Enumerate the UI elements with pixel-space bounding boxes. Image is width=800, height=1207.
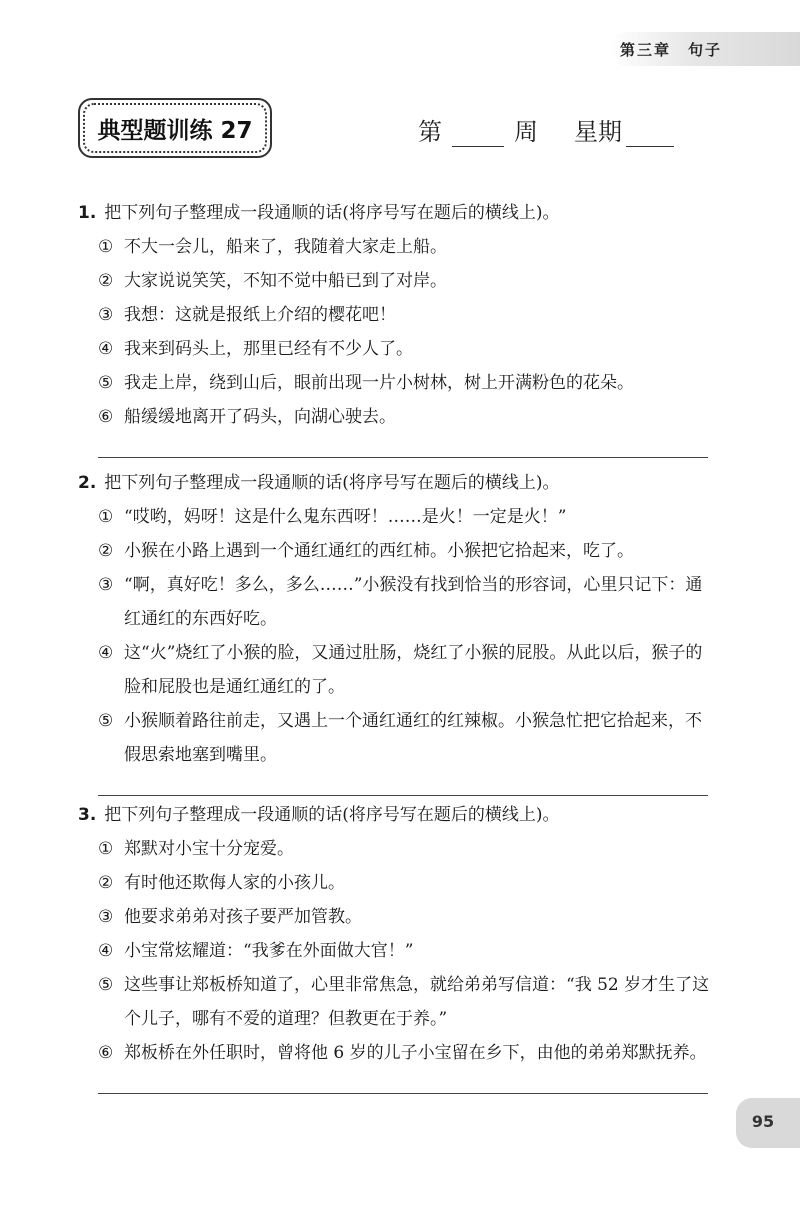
list-item [78, 900, 718, 934]
question-1 [78, 196, 718, 458]
item-text: 小猴顺着路往前走，又遇上一个通红通红的红辣椒。小猴急忙把它拾起来，不假思索地塞到嘴里。 [124, 711, 702, 765]
week-blank[interactable] [452, 122, 504, 147]
item-mark: ② [98, 271, 114, 291]
list-item [78, 568, 718, 636]
item-mark: ④ [98, 643, 114, 663]
item-mark: ⑤ [98, 711, 114, 731]
question-prompt-text: 把下列句子整理成一段通顺的话(将序号写在题后的横线上)。 [104, 805, 560, 825]
list-item [78, 866, 718, 900]
question-number: 3. [78, 805, 97, 825]
answer-line[interactable] [98, 456, 708, 458]
list-item [78, 366, 718, 400]
item-text: 大家说说笑笑，不知不觉中船已到了对岸。 [124, 271, 447, 291]
list-item [78, 230, 718, 264]
question-number: 1. [78, 203, 97, 223]
item-text: 郑默对小宝十分宠爱。 [124, 839, 294, 859]
item-mark: ⑥ [98, 407, 114, 427]
list-item [78, 500, 718, 534]
list-item [78, 332, 718, 366]
list-item [78, 968, 718, 1036]
item-text: 我走上岸，绕到山后，眼前出现一片小树林，树上开满粉色的花朵。 [124, 373, 634, 393]
answer-line[interactable] [98, 794, 708, 796]
exercise-title: 典型题训练 27 [97, 118, 253, 144]
item-mark: ③ [98, 305, 114, 325]
item-text: 我想：这就是报纸上介绍的樱花吧！ [124, 305, 396, 325]
answer-line[interactable] [98, 1092, 708, 1094]
exercise-title-box [78, 98, 272, 158]
list-item [78, 400, 718, 434]
question-2 [78, 466, 718, 796]
question-prompt [78, 466, 718, 500]
list-item [78, 534, 718, 568]
item-mark: ④ [98, 339, 114, 359]
question-prompt [78, 798, 718, 832]
week-middle: 周 [514, 118, 538, 146]
item-mark: ③ [98, 575, 114, 595]
question-prompt-text: 把下列句子整理成一段通顺的话(将序号写在题后的横线上)。 [104, 473, 560, 493]
question-prompt-text: 把下列句子整理成一段通顺的话(将序号写在题后的横线上)。 [104, 203, 560, 223]
week-weekday-line [418, 112, 674, 147]
item-text: 我来到码头上，那里已经有不少人了。 [124, 339, 413, 359]
item-text: 这些事让郑板桥知道了，心里非常焦急，就给弟弟写信道：“我 52 岁才生了这个儿子，哪有不爱的道理？但教更在于养。” [124, 975, 710, 1029]
list-item [78, 298, 718, 332]
item-mark: ② [98, 541, 114, 561]
page-number: 95 [751, 1112, 775, 1131]
item-mark: ⑥ [98, 1043, 114, 1063]
item-mark: ① [98, 507, 114, 527]
weekday-label: 星期 [574, 118, 622, 146]
page-number-tab [736, 1098, 800, 1148]
item-text: 这“火”烧红了小猴的脸，又通过肚肠，烧红了小猴的屁股。从此以后，猴子的脸和屁股也是通红通红的了。 [124, 643, 703, 697]
item-mark: ① [98, 237, 114, 257]
item-text: 船缓缓地离开了码头，向湖心驶去。 [124, 407, 396, 427]
list-item [78, 832, 718, 866]
item-text: 小猴在小路上遇到一个通红通红的西红柿。小猴把它拾起来，吃了。 [124, 541, 634, 561]
item-text: 他要求弟弟对孩子要严加管教。 [124, 907, 362, 927]
list-item [78, 1036, 718, 1070]
item-mark: ① [98, 839, 114, 859]
item-text: “啊，真好吃！多么，多么……”小猴没有找到恰当的形容词，心里只记下：通红通红的东西好吃。 [124, 575, 703, 629]
item-text: 有时他还欺侮人家的小孩儿。 [124, 873, 345, 893]
chapter-label: 第三章 句子 [620, 41, 723, 59]
item-text: 郑板桥在外任职时，曾将他 6 岁的儿子小宝留在乡下，由他的弟弟郑默抚养。 [124, 1043, 707, 1063]
week-prefix: 第 [418, 118, 442, 146]
item-mark: ⑤ [98, 975, 114, 995]
list-item [78, 934, 718, 968]
list-item [78, 704, 718, 772]
list-item [78, 636, 718, 704]
weekday-blank[interactable] [626, 122, 674, 147]
list-item [78, 264, 718, 298]
item-text: “哎哟，妈呀！这是什么鬼东西呀！……是火！一定是火！” [124, 507, 567, 527]
chapter-header [610, 32, 800, 66]
item-text: 小宝常炫耀道：“我爹在外面做大官！” [124, 941, 414, 961]
question-prompt [78, 196, 718, 230]
item-mark: ④ [98, 941, 114, 961]
item-mark: ⑤ [98, 373, 114, 393]
item-mark: ② [98, 873, 114, 893]
item-text: 不大一会儿，船来了，我随着大家走上船。 [124, 237, 447, 257]
question-number: 2. [78, 473, 97, 493]
question-3 [78, 798, 718, 1094]
item-mark: ③ [98, 907, 114, 927]
